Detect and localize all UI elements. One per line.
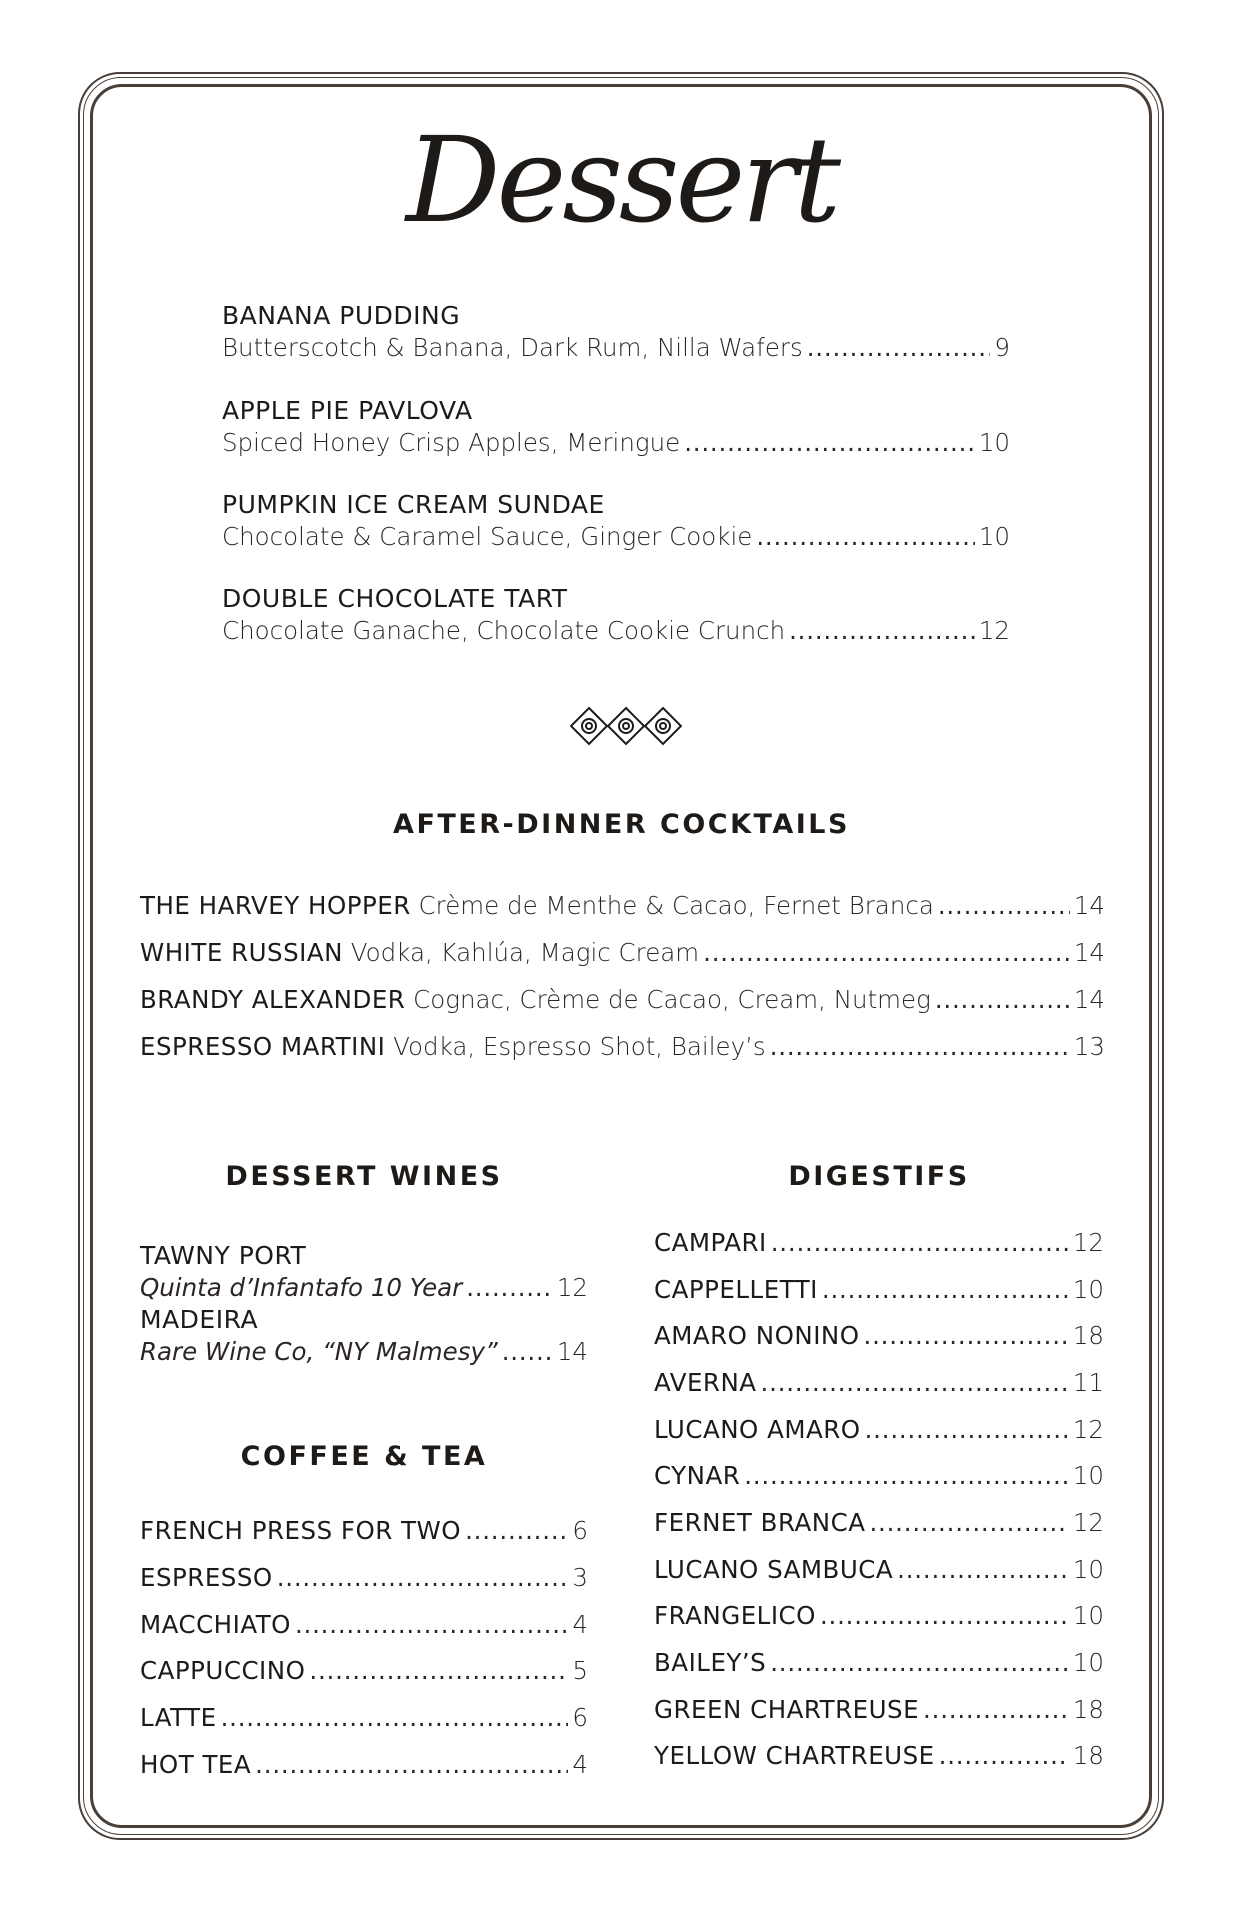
dot-leader (309, 1655, 568, 1687)
cocktail-price: 14 (1073, 891, 1105, 920)
coffee-row (140, 1515, 588, 1547)
dot-leader (789, 615, 975, 647)
cocktail-description: Crème de Menthe & Cacao, Fernet Branca (418, 891, 934, 920)
dot-leader (939, 1740, 1069, 1772)
coffee-price: 6 (572, 1703, 588, 1732)
cocktail-name: THE HARVEY HOPPER (140, 891, 411, 920)
digestif-row (654, 1507, 1104, 1539)
dot-leader (865, 1414, 1069, 1446)
coffee-price: 3 (572, 1563, 588, 1592)
dot-leader (684, 427, 975, 459)
dot-leader (822, 1274, 1069, 1306)
cocktail-row (140, 937, 1105, 969)
dot-leader (864, 1320, 1069, 1352)
digestif-row (654, 1367, 1104, 1399)
cocktail-name: ESPRESSO MARTINI (140, 1032, 386, 1061)
coffee-row (140, 1655, 588, 1687)
dot-leader (465, 1515, 568, 1547)
cocktail-name: WHITE RUSSIAN (140, 938, 343, 967)
digestif-name: CAMPARI (654, 1228, 767, 1257)
coffee-tea-heading: COFFEE & TEA (240, 1441, 488, 1472)
dot-leader (770, 1031, 1070, 1063)
coffee-row (140, 1562, 588, 1594)
wine-price: 12 (556, 1273, 588, 1302)
dessert-item (222, 300, 1010, 364)
dessert-name: APPLE PIE PAVLOVA (222, 396, 473, 425)
dessert-wines-heading: DESSERT WINES (225, 1161, 503, 1192)
dessert-price: 9 (994, 333, 1010, 362)
triple-diamond-ornament-icon (570, 706, 682, 746)
digestif-name: AVERNA (654, 1368, 757, 1397)
digestif-price: 10 (1072, 1601, 1104, 1630)
digestif-row (654, 1694, 1104, 1726)
coffee-name: HOT TEA (140, 1750, 252, 1779)
cocktail-price: 14 (1073, 985, 1105, 1014)
wine-item (140, 1304, 588, 1368)
dessert-description: Chocolate Ganache, Chocolate Cookie Crunch (222, 616, 786, 645)
digestif-name: CAPPELLETTI (654, 1275, 818, 1304)
cocktail-price: 13 (1073, 1032, 1105, 1061)
coffee-name: MACCHIATO (140, 1610, 291, 1639)
digestif-name: GREEN CHARTREUSE (654, 1695, 920, 1724)
digestif-name: BAILEY’S (654, 1648, 767, 1677)
dessert-price: 10 (978, 428, 1010, 457)
dot-leader (756, 521, 974, 553)
digestif-price: 10 (1072, 1275, 1104, 1304)
dot-leader (221, 1702, 569, 1734)
dot-leader (897, 1554, 1069, 1586)
coffee-row (140, 1609, 588, 1641)
dessert-price: 12 (978, 616, 1010, 645)
cocktail-row (140, 984, 1105, 1016)
dot-leader (703, 937, 1070, 969)
dot-leader (807, 332, 991, 364)
coffee-row (140, 1749, 588, 1781)
dot-leader (770, 1647, 1069, 1679)
digestif-price: 12 (1072, 1228, 1104, 1257)
digestif-name: LUCANO SAMBUCA (654, 1555, 894, 1584)
digestifs-heading: DIGESTIFS (788, 1161, 970, 1192)
dot-leader (771, 1227, 1069, 1259)
digestif-row (654, 1740, 1104, 1772)
digestif-price: 11 (1072, 1368, 1104, 1397)
digestif-row (654, 1274, 1104, 1306)
cocktail-description: Vodka, Espresso Shot, Bailey’s (393, 1032, 766, 1061)
digestif-name: FERNET BRANCA (654, 1508, 866, 1537)
digestif-price: 10 (1072, 1555, 1104, 1584)
cocktail-price: 14 (1073, 938, 1105, 967)
dot-leader (761, 1367, 1069, 1399)
cocktails-heading: AFTER-DINNER COCKTAILS (393, 809, 850, 840)
cocktail-description: Vodka, Kahlúa, Magic Cream (350, 938, 700, 967)
digestif-row (654, 1460, 1104, 1492)
digestif-row (654, 1554, 1104, 1586)
coffee-name: CAPPUCCINO (140, 1656, 306, 1685)
wine-description: Quinta d’Infantafo 10 Year (140, 1273, 463, 1302)
coffee-row (140, 1702, 588, 1734)
digestif-price: 10 (1072, 1461, 1104, 1490)
wine-item (140, 1240, 588, 1304)
coffee-price: 6 (572, 1516, 588, 1545)
dot-leader (820, 1600, 1069, 1632)
digestif-name: AMARO NONINO (654, 1321, 860, 1350)
digestif-row (654, 1414, 1104, 1446)
dessert-name: BANANA PUDDING (222, 301, 461, 330)
digestif-name: YELLOW CHARTREUSE (654, 1741, 935, 1770)
digestif-price: 12 (1072, 1415, 1104, 1444)
coffee-price: 5 (572, 1656, 588, 1685)
dessert-name: DOUBLE CHOCOLATE TART (222, 584, 568, 613)
coffee-name: LATTE (140, 1703, 217, 1732)
dessert-description: Butterscotch & Banana, Dark Rum, Nilla Wafers (222, 333, 803, 362)
wine-name: MADEIRA (140, 1305, 259, 1334)
digestif-name: FRANGELICO (654, 1601, 816, 1630)
wine-price: 14 (556, 1337, 588, 1366)
digestif-row (654, 1647, 1104, 1679)
dot-leader (744, 1460, 1069, 1492)
cocktail-name: BRANDY ALEXANDER (140, 985, 406, 1014)
dot-leader (255, 1749, 568, 1781)
digestif-row (654, 1600, 1104, 1632)
dot-leader (277, 1562, 569, 1594)
dessert-name: PUMPKIN ICE CREAM SUNDAE (222, 490, 605, 519)
coffee-price: 4 (572, 1610, 588, 1639)
dot-leader (938, 890, 1070, 922)
coffee-name: ESPRESSO (140, 1563, 273, 1592)
coffee-name: FRENCH PRESS FOR TWO (140, 1516, 462, 1545)
coffee-price: 4 (572, 1750, 588, 1779)
dot-leader (869, 1507, 1068, 1539)
wine-name: TAWNY PORT (140, 1241, 307, 1270)
dessert-item (222, 395, 1010, 459)
cocktail-row (140, 1031, 1105, 1063)
digestif-price: 10 (1072, 1648, 1104, 1677)
digestif-price: 18 (1072, 1321, 1104, 1350)
dessert-description: Spiced Honey Crisp Apples, Meringue (222, 428, 681, 457)
dot-leader (923, 1694, 1069, 1726)
digestif-row (654, 1227, 1104, 1259)
cocktail-description: Cognac, Crème de Cacao, Cream, Nutmeg (413, 985, 931, 1014)
digestif-row (654, 1320, 1104, 1352)
digestif-price: 18 (1072, 1741, 1104, 1770)
digestif-price: 18 (1072, 1695, 1104, 1724)
dessert-item (222, 489, 1010, 553)
digestif-name: LUCANO AMARO (654, 1415, 861, 1444)
digestif-price: 12 (1072, 1508, 1104, 1537)
dessert-price: 10 (978, 522, 1010, 551)
digestif-name: CYNAR (654, 1461, 741, 1490)
page-title: Dessert (405, 111, 838, 249)
dot-leader (295, 1609, 568, 1641)
wine-description: Rare Wine Co, “NY Malmesy” (140, 1337, 498, 1366)
dot-leader (466, 1272, 553, 1304)
dot-leader (502, 1336, 553, 1368)
dessert-description: Chocolate & Caramel Sauce, Ginger Cookie (222, 522, 753, 551)
dot-leader (935, 984, 1070, 1016)
dessert-item (222, 583, 1010, 647)
cocktail-row (140, 890, 1105, 922)
